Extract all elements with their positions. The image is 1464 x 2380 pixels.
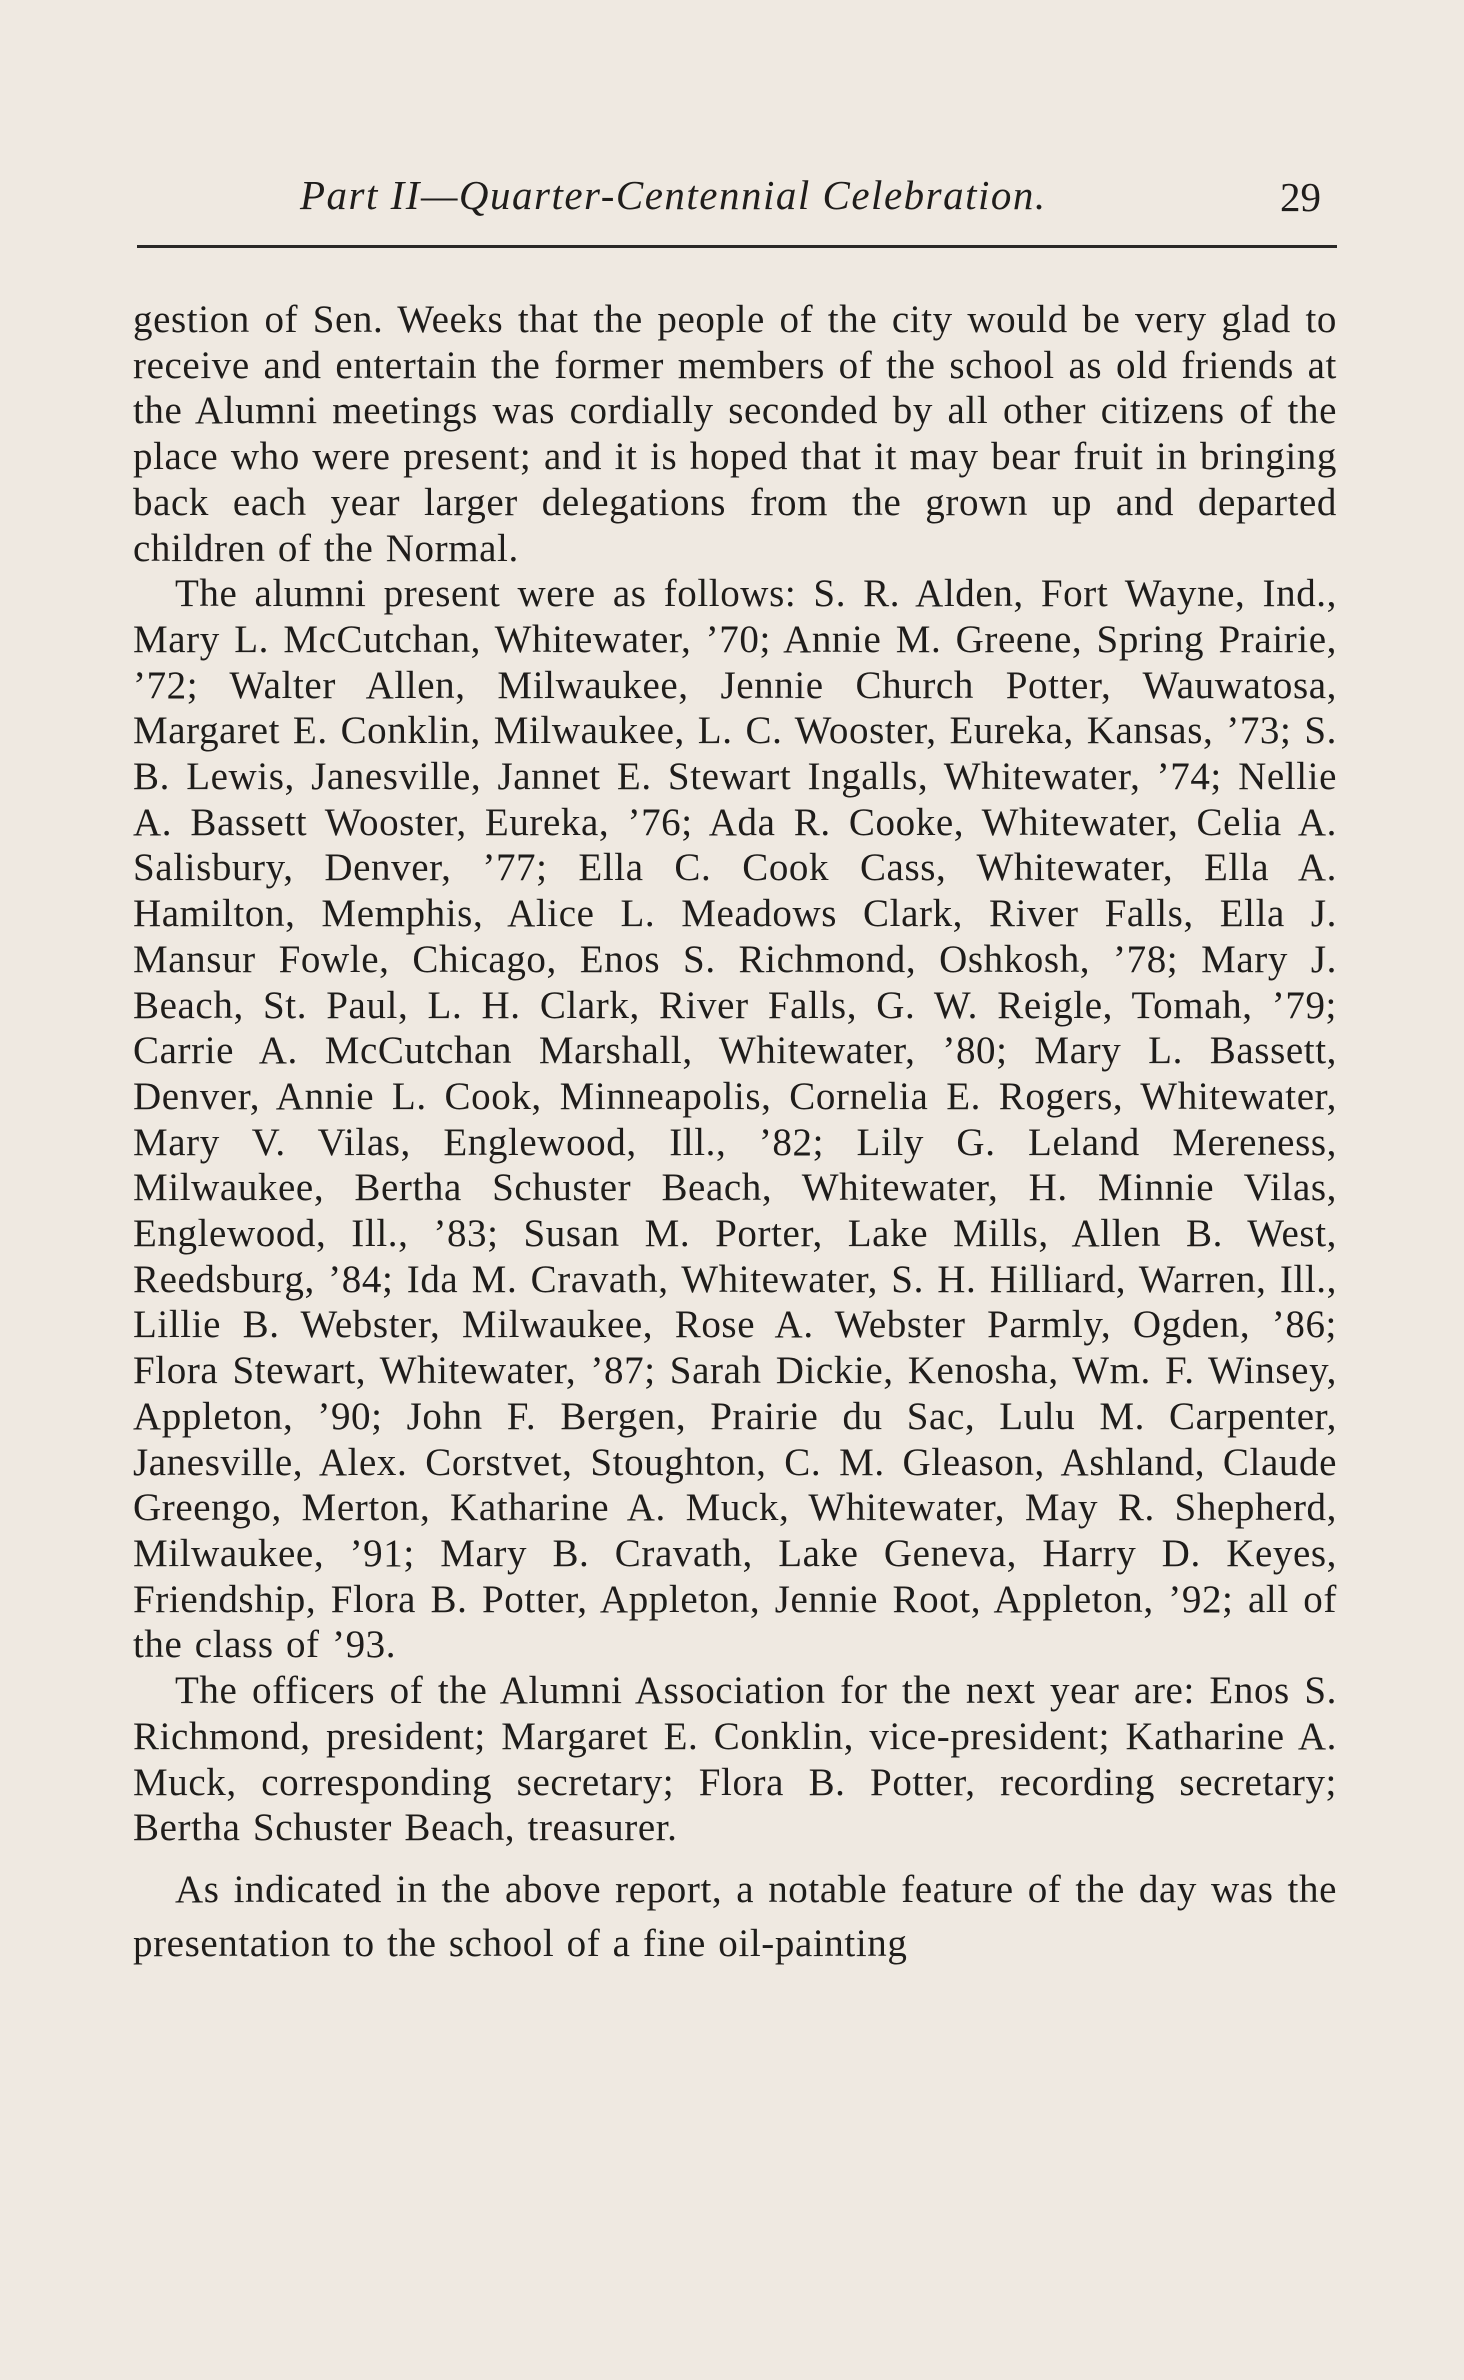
paragraph-officers: The officers of the Alumni Association for the next year are: Enos S. Richmond, president; Margaret E. Conklin, vice-president; Katharine A. Muck, corresponding secretary; Flora B. Potter, recording secretary; Bertha Schuster Beach, treasurer. [133,1669,1337,1850]
body-text [133,297,1337,1971]
paragraph-oil-painting: As indicated in the above report, a notable feature of the day was the presentation to the school of a fine oil-painting [133,1867,1337,1965]
running-head-title: Part II—Quarter-Centennial Celebration. [300,172,1047,218]
paragraph-continuation: gestion of Sen. Weeks that the people of the city would be very glad to receive and entertain the former members of the school as old friends at the Alumni meetings was cordially seconded by all other citizens of the place who were present; and it is hoped that it may bear fruit in bringing back each year larger delegations from the grown up and departed children of the Normal. [133,298,1337,570]
page-number: 29 [1280,174,1321,220]
header-rule [137,245,1337,248]
paragraph-alumni-list: The alumni present were as follows: S. R. Alden, Fort Wayne, Ind., Mary L. McCutchan, Whitewater, ’70; Annie M. Greene, Spring Prairie, ’72; Walter Allen, Milwaukee, Jennie Church Potter, Wauwatosa, Margaret E. Conklin, Milwaukee, L. C. Wooster, Eureka, Kansas, ’73; S. B. Lewis, Janesville, Jannet E. Stewart Ingalls, Whitewater, ’74; Nellie A. Bassett Wooster, Eureka, ’76; Ada R. Cooke, Whitewater, Celia A. Salisbury, Denver, ’77; Ella C. Cook Cass, Whitewater, Ella A. Hamilton, Memphis, Alice L. Meadows Clark, River Falls, Ella J. Mansur Fowle, Chicago, Enos S. Richmond, Oshkosh, ’78; Mary J. Beach, St. Paul, L. H. Clark, River Falls, G. W. Reigle, Tomah, ’79; Carrie A. McCutchan Marshall, Whitewater, ’80; Mary L. Bassett, Denver, Annie L. Cook, Minneapolis, Cornelia E. Rogers, Whitewater, Mary V. Vilas, Englewood, Ill., ’82; Lily G. Leland Mereness, Milwaukee, Bertha Schuster Beach, Whitewater, H. Minnie Vilas, Englewood, Ill., ’83; Susan M. Porter, Lake Mills, Allen B. West, Reedsburg, ’84; Ida M. Cravath, Whitewater, S. H. Hilliard, Warren, Ill., Lillie B. Webster, Milwaukee, Rose A. Webster Parmly, Ogden, ’86; Flora Stewart, Whitewater, ’87; Sarah Dickie, Kenosha, Wm. F. Winsey, Appleton, ’90; John F. Bergen, Prairie du Sac, Lulu M. Carpenter, Janesville, Alex. Corstvet, Stoughton, C. M. Gleason, Ashland, Claude Greengo, Merton, Katharine A. Muck, Whitewater, May R. Shepherd, Milwaukee, ’91; Mary B. Cravath, Lake Geneva, Harry D. Keyes, Friendship, Flora B. Potter, Appleton, Jennie Root, Appleton, ’92; all of the class of ’93. [133,572,1337,1667]
